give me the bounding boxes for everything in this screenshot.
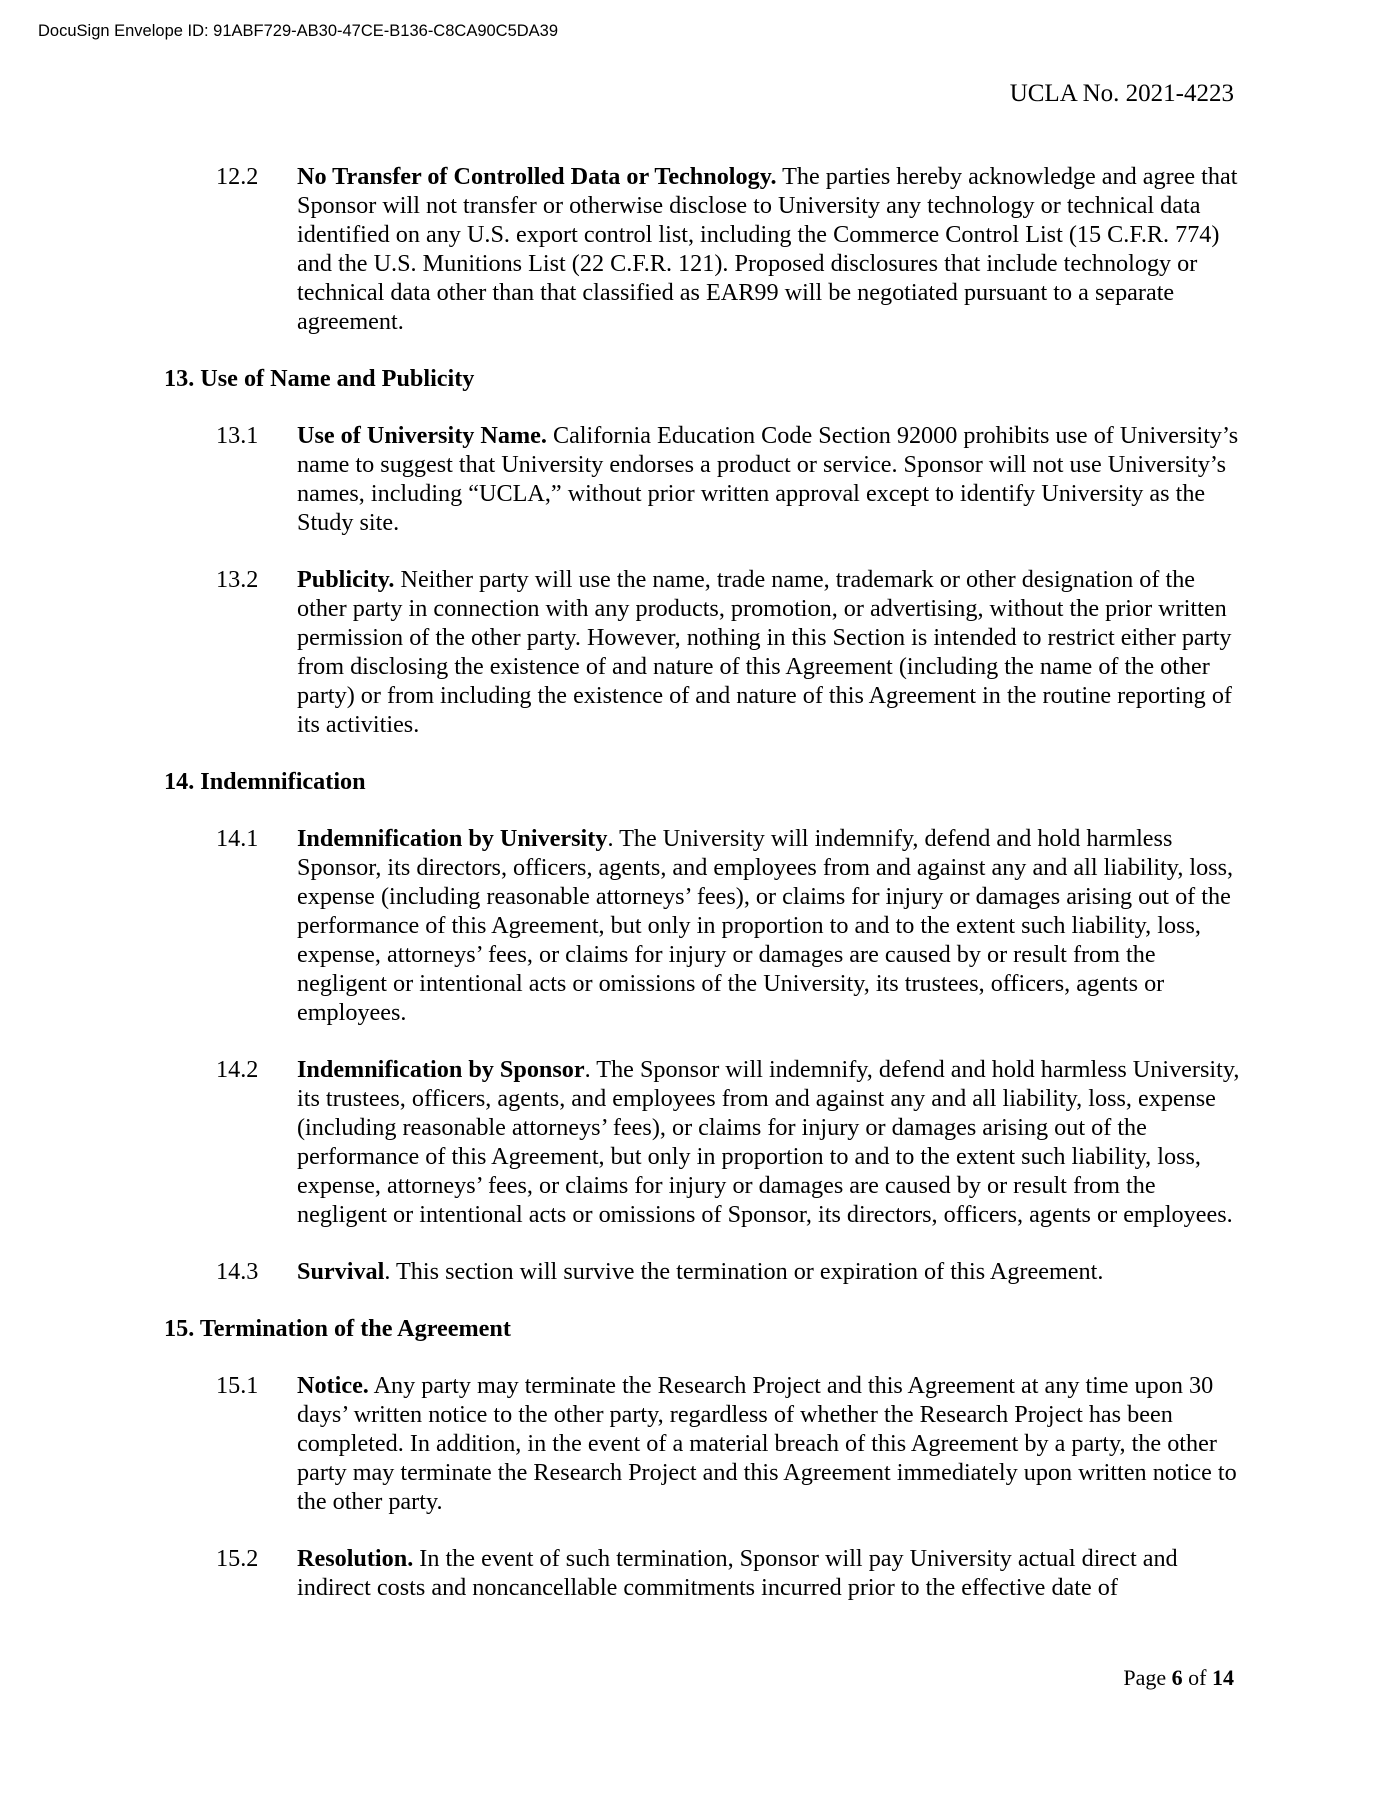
section-number: 15.2 xyxy=(216,1545,259,1572)
section-text xyxy=(297,1371,1240,1516)
section-12-2 xyxy=(0,162,1400,336)
section-13-2 xyxy=(0,565,1400,739)
page-number xyxy=(1123,1665,1234,1691)
section-body: The parties hereby acknowledge and agree that Sponsor will not transfer or otherwise disclose to University any technology or technical data identified on any U.S. export control list, including the Commerce Control List (15 C.F.R. 774) and the U.S. Munitions List (22 C.F.R. 121). Proposed disclosures that include technology or technical data other than that classified as EAR99 will be negotiated pursuant to a separate agreement. xyxy=(297,163,1238,335)
section-15-1 xyxy=(0,1371,1400,1516)
section-body: . The University will indemnify, defend and hold harmless Sponsor, its directors, officers, agents, and employees from and against any and all liability, loss, expense (including reasonable attorneys’ fees), or claims for injury or damages arising out of the performance of this Agreement, but only in proportion to and to the extent such liability, loss, expense, attorneys’ fees, or claims for injury or damages are caused by or result from the negligent or intentional acts or omissions of the University, its trustees, officers, agents or employees. xyxy=(297,825,1234,1026)
section-title: Resolution. xyxy=(297,1545,414,1572)
section-number: 14.1 xyxy=(216,825,259,852)
docusign-envelope-id: DocuSign Envelope ID: 91ABF729-AB30-47CE-B136-C8CA90C5DA39 xyxy=(38,22,559,40)
section-title: Survival xyxy=(297,1258,385,1285)
section-number: 13.1 xyxy=(216,422,259,449)
page-of: of xyxy=(1182,1665,1212,1690)
section-body: . This section will survive the termination or expiration of this Agreement. xyxy=(384,1258,1104,1285)
section-text xyxy=(297,1055,1240,1229)
page-total: 14 xyxy=(1212,1665,1234,1690)
section-title: No Transfer of Controlled Data or Technology. xyxy=(297,163,777,190)
section-13-1 xyxy=(0,421,1400,537)
document-body xyxy=(0,162,1400,1602)
section-text xyxy=(297,421,1240,537)
section-text xyxy=(297,1257,1240,1286)
section-number: 15.1 xyxy=(216,1372,259,1399)
page-label: Page xyxy=(1123,1665,1172,1690)
section-text xyxy=(297,1544,1240,1602)
section-body: Neither party will use the name, trade name, trademark or other designation of the other party in connection with any products, promotion, or advertising, without the prior written permission of the other party. However, nothing in this Section is intended to restrict either party from disclosing the existence of and nature of this Agreement (including the name of the other party) or from including the existence of and nature of this Agreement in the routine reporting of its activities. xyxy=(297,566,1232,738)
section-title: Notice. xyxy=(297,1372,369,1399)
document-number: UCLA No. 2021-4223 xyxy=(1009,80,1234,107)
section-14-1 xyxy=(0,824,1400,1027)
section-title: Indemnification by University xyxy=(297,825,608,852)
section-text xyxy=(297,162,1240,336)
section-title: Use of University Name. xyxy=(297,422,547,449)
section-title: Publicity. xyxy=(297,566,395,593)
page-current: 6 xyxy=(1171,1665,1183,1690)
section-number: 14.3 xyxy=(216,1258,259,1285)
section-body: . The Sponsor will indemnify, defend and hold harmless University, its trustees, officers, agents, and employees from and against any and all liability, loss, expense (including reasonable attorneys’ fees), or claims for injury or damages arising out of the performance of this Agreement, but only in proportion to and to the extent such liability, loss, expense, attorneys’ fees, or claims for injury or damages are caused by or result from the negligent or intentional acts or omissions of Sponsor, its directors, officers, agents or employees. xyxy=(297,1056,1240,1228)
section-14-3 xyxy=(0,1257,1400,1286)
section-body: Any party may terminate the Research Project and this Agreement at any time upon 30 days’ written notice to the other party, regardless of whether the Research Project has been completed. In addition, in the event of a material breach of this Agreement by a party, the other party may terminate the Research Project and this Agreement immediately upon written notice to the other party. xyxy=(297,1372,1237,1515)
section-number: 14.2 xyxy=(216,1056,259,1083)
heading-15: 15. Termination of the Agreement xyxy=(164,1315,511,1342)
heading-14: 14. Indemnification xyxy=(164,768,366,795)
section-15-2 xyxy=(0,1544,1400,1602)
section-number: 13.2 xyxy=(216,566,259,593)
section-14-2 xyxy=(0,1055,1400,1229)
section-text xyxy=(297,565,1240,739)
heading-13: 13. Use of Name and Publicity xyxy=(164,365,475,392)
section-body: In the event of such termination, Sponsor will pay University actual direct and indirect costs and noncancellable commitments incurred prior to the effective date of xyxy=(297,1545,1178,1601)
section-title: Indemnification by Sponsor xyxy=(297,1056,585,1083)
section-text xyxy=(297,824,1240,1027)
section-body: California Education Code Section 92000 prohibits use of University’s name to suggest that University endorses a product or service. Sponsor will not use University’s names, including “UCLA,” without prior written approval except to identify University as the Study site. xyxy=(297,422,1239,536)
section-number: 12.2 xyxy=(216,163,259,190)
